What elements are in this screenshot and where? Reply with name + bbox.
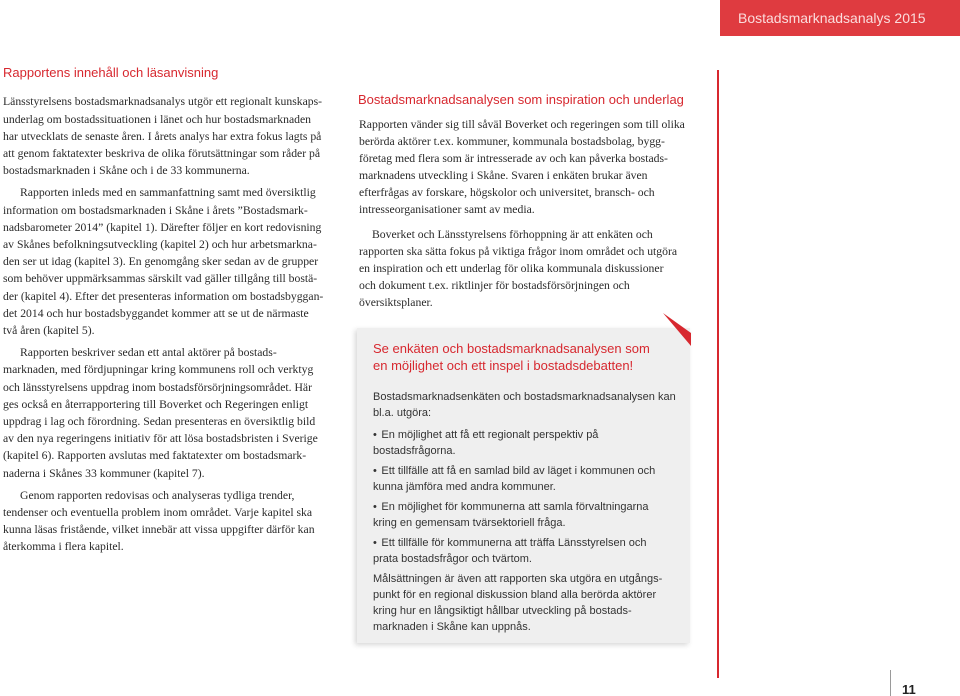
paragraph [359,226,690,311]
text-line: bl.a. utgöra: [373,407,432,419]
text-line: av den nya regeringens initiativ för att lösa bostadsbristen i Sverige [3,432,318,446]
right-column-body [359,116,690,311]
text-line: har utvecklats de senaste åren. I årets analys har extra fokus lagts på [3,129,322,143]
text-line: uppdrag i lag och förordning. Sedan presenteras en översiktlig bild [3,415,316,429]
bullet-list-item [373,535,655,567]
text-line: företag med flera som är intresserade av och kan påverka bostads- [359,151,668,165]
paragraph [359,116,690,218]
bullet-text: En möjlighet för kommunerna att samla förvaltningarna [381,501,649,513]
text-line: ges också en återrapportering till Boverket och Regeringen enligt [3,397,309,411]
text-line [373,499,655,515]
text-line [373,443,655,459]
paragraph [3,184,333,339]
bullet-text: Ett tillfälle för kommunerna att träffa Länsstyrelsen och [381,537,647,549]
fact-box-intro [373,389,676,421]
text-line: marknaden, med fördjupningar kring kommunens roll och verktyg [3,363,314,377]
bullet-text: kring en gemensam tvärsektoriell fråga. [373,517,566,529]
text-line [373,427,655,443]
bullet-list-item [373,463,655,495]
text-line: Rapporten beskriver sedan ett antal aktörer på bostads- [20,346,277,360]
text-line: kring hur en långsiktigt hållbar utveckling på bostads- [373,605,632,617]
text-line: information om bostadsmarknaden i Skåne i årets ”Bostadsmark- [3,203,308,217]
text-line: underlag om bostadssituationen i länet och hur bostadsmarknaden [3,112,312,126]
fact-box-closing [373,571,662,635]
text-line: att genom faktatexter beskriva de olika förutsättningar som råder på [3,147,321,160]
text-line: Länsstyrelsens bostadsmarknadsanalys utgör ett regionalt kunskaps- [3,95,323,109]
text-line: av Skånes befolkningsutveckling (kapitel 2) och hur arbetsmarkna- [3,238,317,252]
page-number: 11 [902,682,916,696]
text-line [373,479,655,495]
bullet-icon: • [373,429,377,441]
text-line: punkt för en regional diskussion bland alla berörda aktörer [373,589,657,601]
paragraph [3,344,333,482]
text-line: Rapporten inleds med en sammanfattning samt med översiktlig [20,186,316,200]
paragraph [3,487,333,556]
text-line: Se enkäten och bostadsmarknadsanalysen som [373,340,650,356]
text-line: nadsbarometer 2014” (kapitel 1). Därefter följer en kort redovisning [3,220,322,234]
text-line: två åren (kapitel 5). [3,324,95,338]
text-line: marknaden i Skåne kan uppnås. [373,621,531,633]
bullet-list-item [373,499,655,531]
column-divider [717,70,719,678]
text-line: Målsättningen är även att rapporten ska utgöra en utgångs- [373,573,663,585]
text-line: naderna i Skånes 33 kommuner (kapitel 7). [3,466,205,480]
text-line: intresseorganisationer samt av media. [359,202,535,216]
paragraph [3,93,333,179]
text-line [373,535,655,551]
text-line: en inspiration och ett underlag för olika kommunala diskussioner [359,261,664,275]
corner-flag-icon [660,310,692,348]
text-line [373,551,655,567]
text-line [373,463,655,479]
fact-box-bullet-list [373,427,655,567]
text-line: som behöver uppmärksammas särskilt vad gäller tillgång till bostä- [3,272,318,286]
text-line: rapporten ska sätta fokus på viktiga frågor inom området och utgöra [359,244,678,258]
text-line: tendenser och eventuella problem inom området. Varje kapitel ska [3,506,313,520]
text-line [373,515,655,531]
text-line: marknadens utveckling i Skåne. Svaren i enkäten brukar även [359,168,648,182]
text-line: den ser ut idag (kapitel 3). En genomgång sker sedan av de grupper [3,255,319,269]
text-line: Boverket och Länsstyrelsens förhoppning är att enkäten och [372,227,653,241]
fact-box-heading [373,340,650,374]
text-line: och länsstyrelsens uppdrag inom bostadsförsörjningsområdet. Här [3,380,313,394]
bullet-text: prata bostadsfrågor och tvärtom. [373,553,532,565]
page-number-rule [890,670,891,696]
text-line: der (kapitel 4). Efter det presenteras information om bostadsbyggan- [3,289,324,303]
left-column-body [3,93,333,555]
bullet-text: En möjlighet att få ett regionalt perspektiv på [381,429,599,441]
bullet-icon: • [373,465,377,477]
section-heading-contents: Rapportens innehåll och läsanvisning [3,65,219,80]
bullet-list-item [373,427,655,459]
bullet-icon: • [373,501,377,513]
text-line: en möjlighet och ett inspel i bostadsdebatten! [373,357,634,373]
section-heading-inspiration: Bostadsmarknadsanalysen som inspiration och underlag [358,92,684,107]
fact-box [357,328,690,643]
bullet-text: kunna jämföra med andra kommuner. [373,481,556,493]
text-line: kunna läsas fristående, vilket innebär att vissa uppgifter därför kan [3,523,315,537]
text-line: det 2014 och hur bostadsbyggandet kommer att se ut de närmaste [3,306,309,320]
bullet-text: Ett tillfälle att få en samlad bild av läget i kommunen och [381,465,656,477]
header-banner [720,0,960,36]
text-line: efterfrågas av forskare, högskolor och universitet, bransch- och [359,185,655,199]
text-line: översiktsplaner. [359,295,433,309]
bullet-icon: • [373,537,377,549]
text-line: bostadsmarknaden i Skåne och i de 33 kommunerna. [3,164,250,178]
text-line: återkomma i flera kapitel. [3,540,124,554]
bullet-text: bostadsfrågorna. [373,445,456,457]
text-line: och dokument t.ex. riktlinjer för bostadsförsörjningen och [359,278,630,292]
text-line: Bostadsmarknadsenkäten och bostadsmarknadsanalysen kan [373,391,676,403]
text-line: Rapporten vänder sig till såväl Boverket och regeringen som till olika [359,117,685,131]
text-line: berörda aktörer t.ex. kommuner, kommunala bostadsbolag, bygg- [359,134,665,148]
text-line: Genom rapporten redovisas och analyseras tydliga trender, [20,488,295,502]
text-line: (kapitel 6). Rapporten avslutas med faktatexter om bostadsmark- [3,449,307,463]
header-title: Bostadsmarknadsanalys 2015 [738,10,926,26]
